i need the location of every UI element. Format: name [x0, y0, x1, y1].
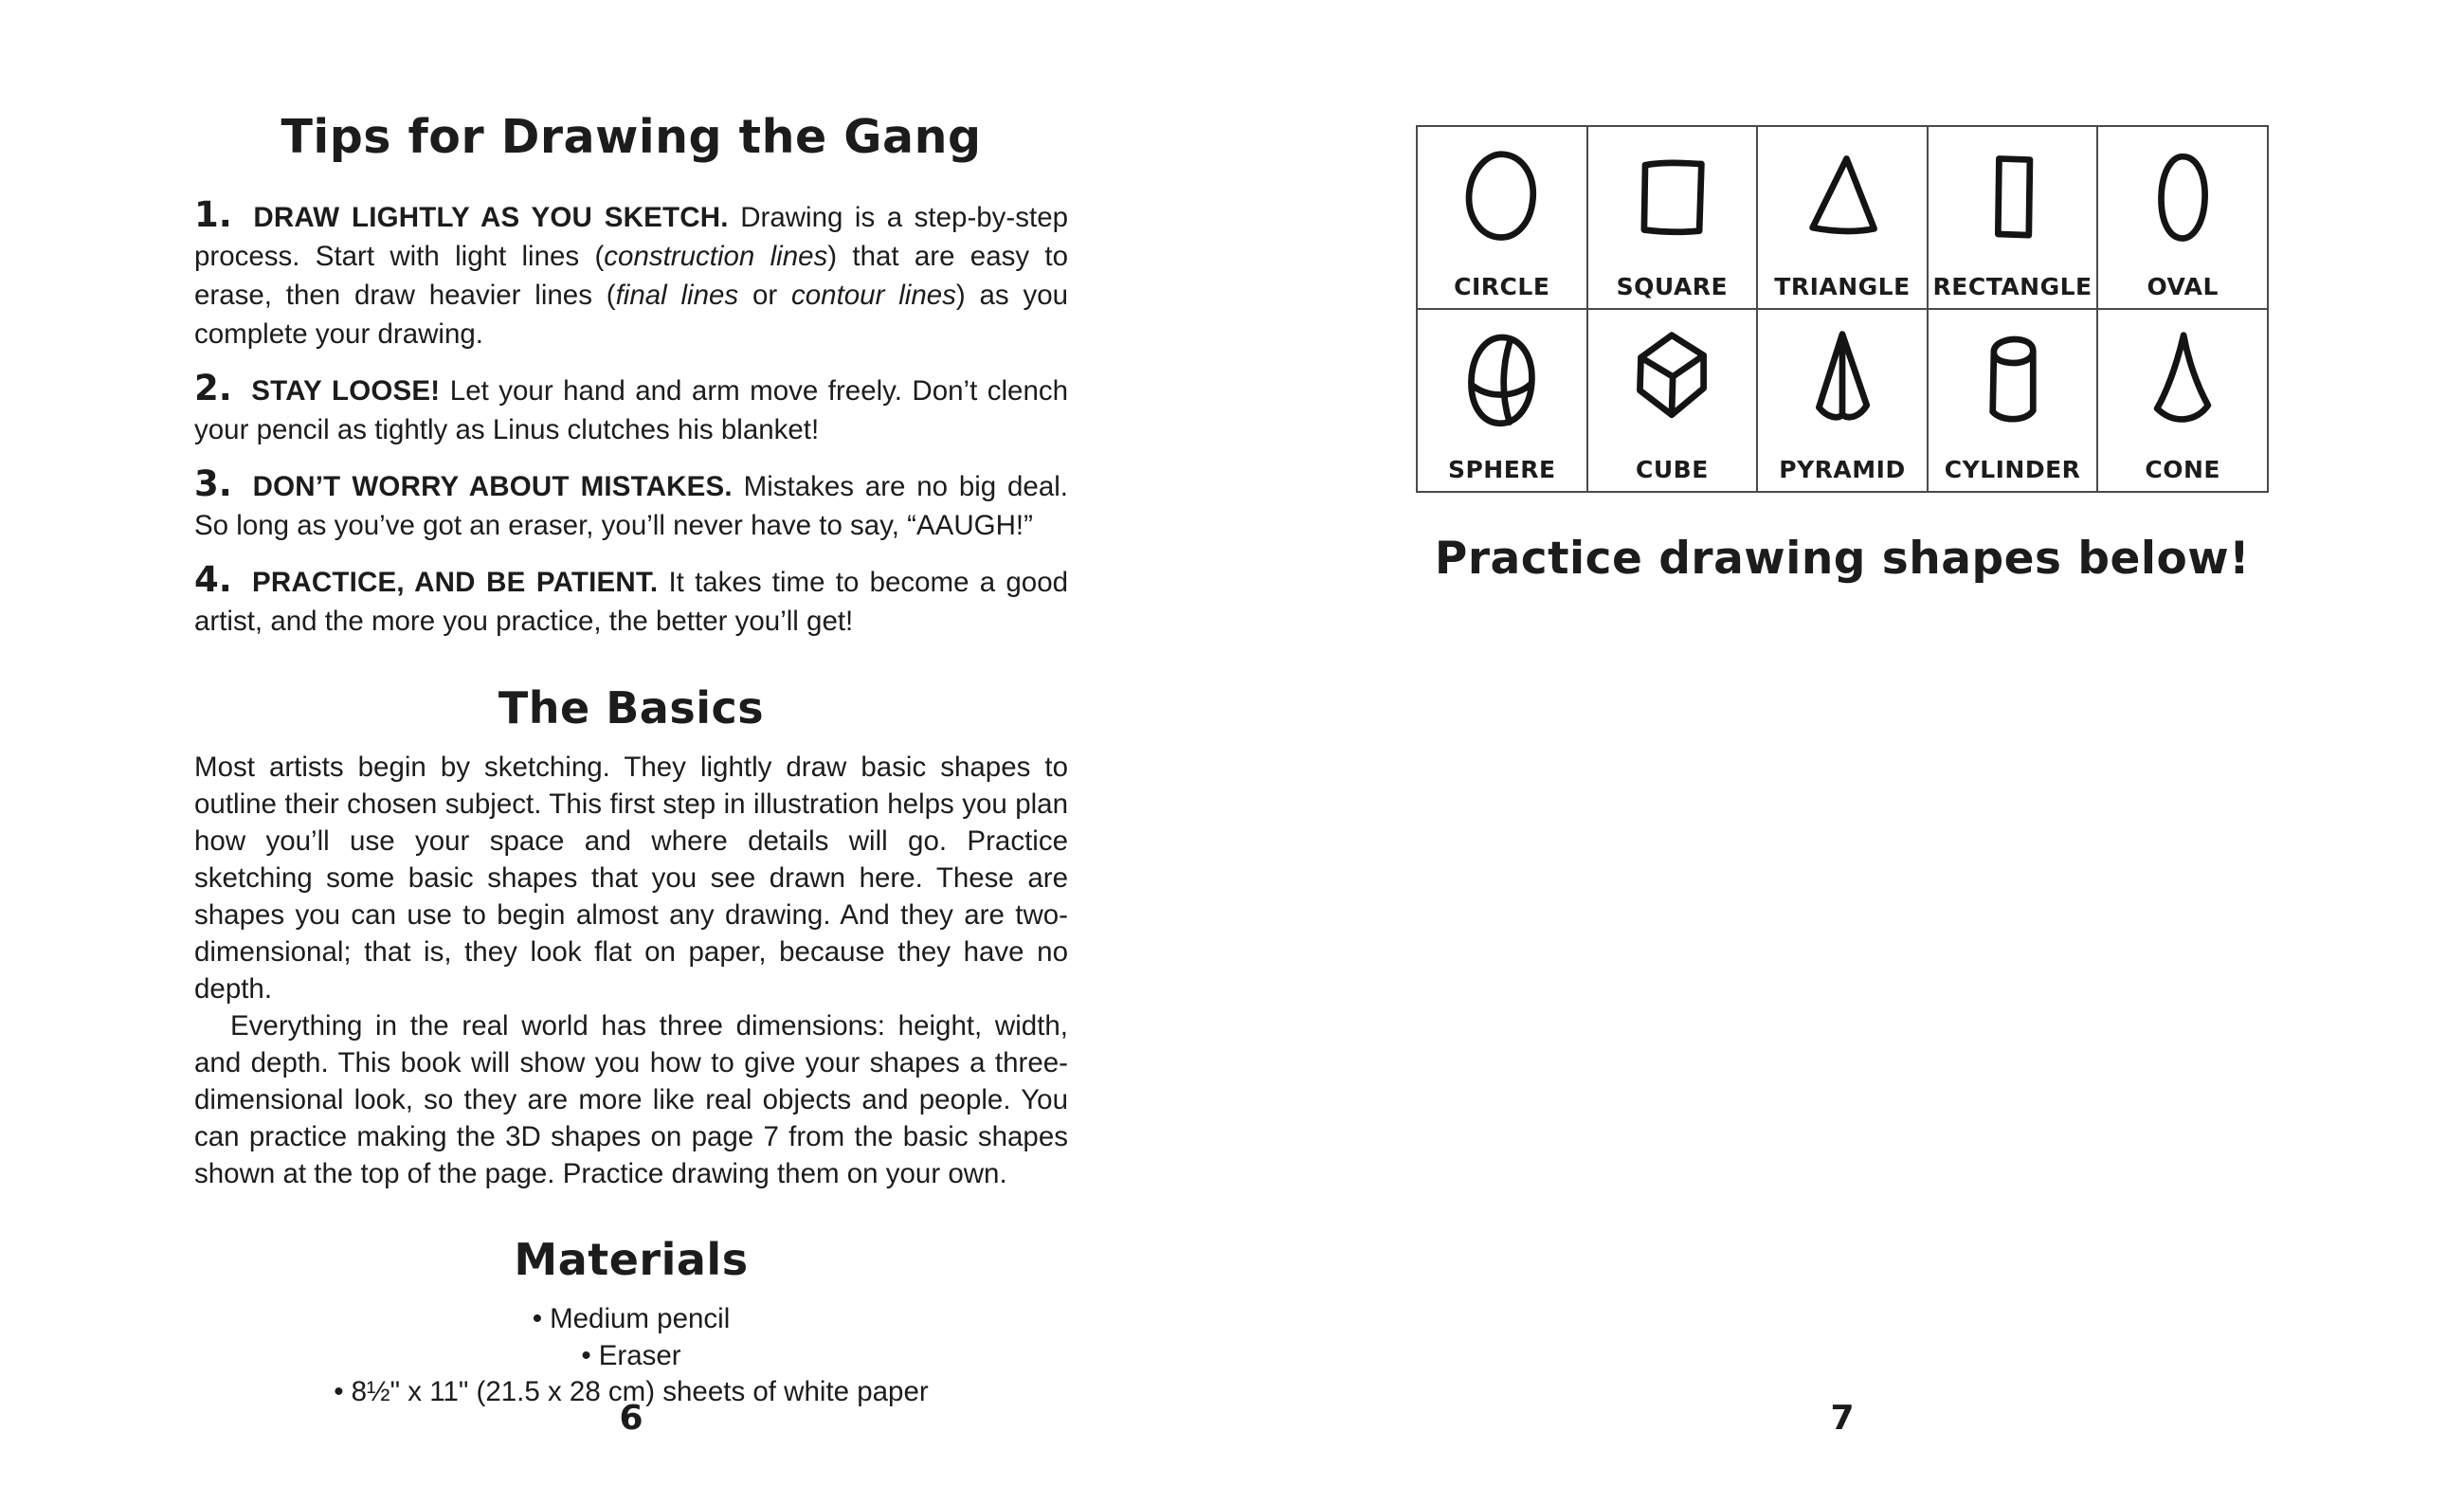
cylinder-icon	[1960, 326, 2066, 438]
circle-icon	[1449, 143, 1555, 255]
shape-label: RECTANGLE	[1932, 273, 2093, 300]
shape-cell-triangle	[1758, 127, 1927, 308]
bullet-icon: •	[334, 1376, 344, 1408]
materials-item-2-text: Eraser	[598, 1339, 681, 1371]
square-icon	[1619, 143, 1725, 255]
tip-1	[194, 195, 1068, 353]
materials-heading: Materials	[514, 1234, 749, 1286]
oval-icon	[2129, 143, 2236, 255]
shape-cell-cube	[1588, 310, 1757, 491]
shape-cell-cylinder	[1929, 310, 2097, 491]
bullet-icon: •	[532, 1303, 543, 1335]
shape-cell-oval	[2098, 127, 2267, 308]
tip-2-number: 2.	[194, 367, 232, 408]
tip-2	[194, 369, 1068, 449]
rectangle-icon	[1960, 143, 2066, 255]
tip-3-text: Mistakes are no big deal. So long as you’ve got an eraser, you’ll never have to say, “AAUGH!”	[194, 470, 1068, 541]
page-number-right: 7	[1830, 1399, 1855, 1438]
practice-caption: Practice drawing shapes below!	[1434, 533, 2251, 585]
tip-4-number: 4.	[194, 558, 232, 600]
shape-label: TRIANGLE	[1774, 273, 1911, 300]
cone-icon	[2129, 326, 2236, 438]
shape-label: CYLINDER	[1944, 456, 2081, 483]
page-title: Tips for Drawing the Gang	[281, 110, 982, 164]
shape-cell-pyramid	[1758, 310, 1927, 491]
shape-reference-grid	[1416, 125, 2269, 493]
shape-cell-cone	[2098, 310, 2267, 491]
shape-cell-circle	[1418, 127, 1586, 308]
basics-heading: The Basics	[498, 681, 765, 734]
shape-label: SPHERE	[1447, 456, 1556, 483]
sphere-icon	[1449, 326, 1555, 438]
tip-1-text: Drawing is a step-by-step process. Start with light lines (construction lines) that are easy to erase, then draw heavier lines (final lines or contour lines) as you complete your drawing.	[194, 201, 1069, 350]
materials-item-2	[194, 1338, 1068, 1375]
materials-item-3-text: 8½" x 11" (21.5 x 28 cm) sheets of white paper	[351, 1376, 929, 1408]
shape-label: PYRAMID	[1779, 456, 1906, 483]
shape-label: OVAL	[2147, 273, 2219, 300]
cube-icon	[1619, 326, 1725, 438]
basics-paragraph-1: Most artists begin by sketching. They lightly draw basic shapes to outline their chosen subject. This first step in illustration helps you plan how you’ll use your space and where details will go. Practice sketching some basic shapes that you see drawn here. These are shapes you can use to begin almost any drawing. And they are two-dimensional; that is, they look flat on paper, because they have no depth.	[194, 752, 1068, 1006]
tip-2-text: Let your hand and arm move freely. Don’t clench your pencil as tightly as Linus clutches his blanket!	[194, 374, 1069, 445]
tip-3	[194, 464, 1068, 545]
shape-label: CUBE	[1636, 456, 1709, 483]
materials-item-1-text: Medium pencil	[550, 1303, 731, 1335]
tip-3-number: 3.	[194, 462, 232, 504]
tip-1-number: 1.	[194, 193, 232, 235]
page-number-left: 6	[619, 1399, 643, 1438]
tip-4	[194, 560, 1068, 641]
tip-3-lead: DON’T WORRY ABOUT MISTAKES.	[252, 470, 733, 502]
bullet-icon: •	[581, 1339, 591, 1371]
basics-paragraph-2: Everything in the real world has three dimensions: height, width, and depth. This book will show you how to give your shapes a three-dimensional look, so they are more like real objects and people. You can practice making the 3D shapes on page 7 from the basic shapes shown at the top of the page. Practice drawing them on your own.	[194, 1010, 1068, 1190]
shape-label: CIRCLE	[1454, 273, 1550, 300]
tip-2-lead: STAY LOOSE!	[251, 374, 441, 407]
materials-item-1	[194, 1301, 1068, 1338]
shape-label: CONE	[2145, 456, 2220, 483]
tip-4-lead: PRACTICE, AND BE PATIENT.	[252, 566, 659, 598]
shape-cell-sphere	[1418, 310, 1586, 491]
tip-4-text: It takes time to become a good artist, and the more you practice, the better you’ll get!	[194, 566, 1069, 637]
pyramid-icon	[1789, 326, 1895, 438]
materials-list	[194, 1301, 1068, 1411]
shape-cell-rectangle	[1929, 127, 2097, 308]
shape-cell-square	[1588, 127, 1757, 308]
tip-1-lead: DRAW LIGHTLY AS YOU SKETCH.	[253, 201, 729, 233]
triangle-icon	[1789, 143, 1895, 255]
shape-label: SQUARE	[1616, 273, 1729, 300]
page-left	[194, 112, 1068, 1411]
